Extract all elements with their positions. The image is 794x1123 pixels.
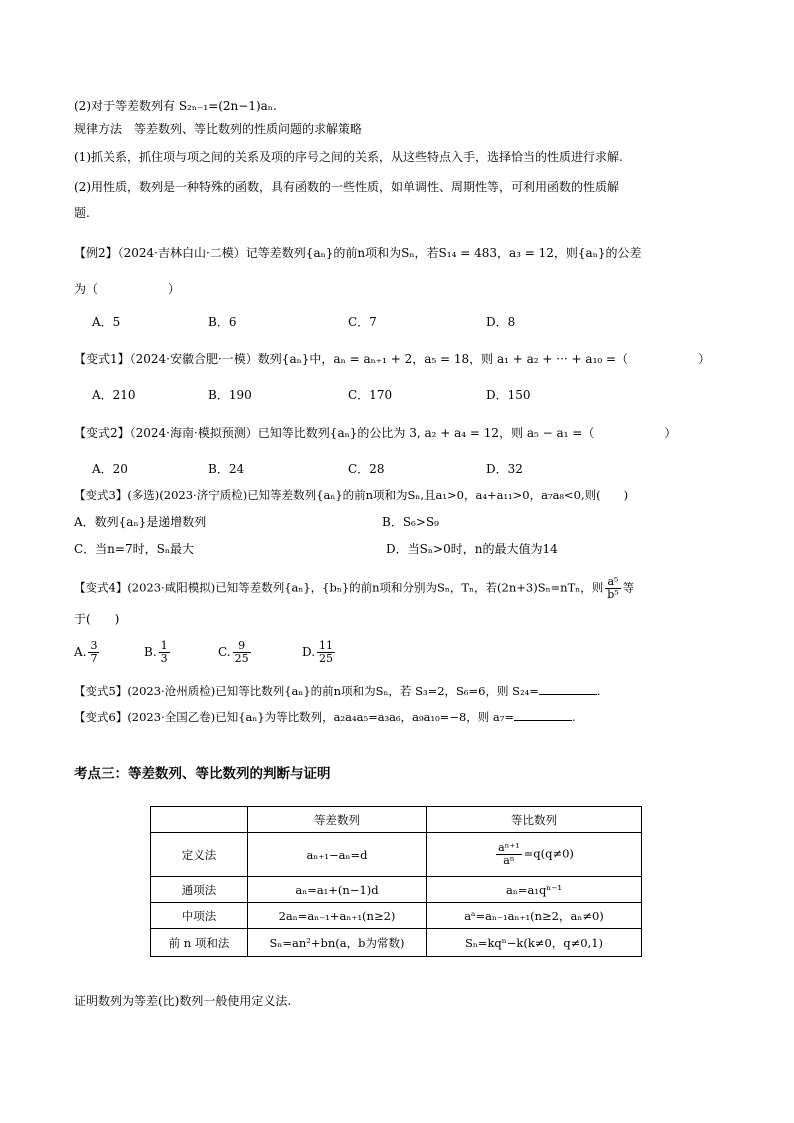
- example-2-question: 【例2】（2024·吉林白山·二模）记等差数列{aₙ}的前n项和为Sₙ，若S₁₄ = 483，a₃ = 12，则{aₙ}的公差: [74, 246, 642, 260]
- variant-6-text: 【变式6】(2023·全国乙卷)已知{aₙ}为等比数列，a₂a₄a₅=a₃a₆，a₉a₁₀=−8，则 a₇=: [74, 710, 515, 724]
- table-header-cell: 等比数列: [427, 807, 642, 833]
- geo-cell: aᵃ=aₙ₋₁aₙ₊₁(n≥2，aₙ≠0): [427, 903, 642, 929]
- option-a: A．210: [92, 388, 136, 402]
- section-title: 考点三：等差数列、等比数列的判断与证明: [74, 766, 331, 782]
- close-paren: ）: [664, 426, 677, 440]
- option-label: C.: [218, 645, 231, 659]
- variant-1-question: [74, 350, 754, 368]
- table-row: [151, 877, 642, 903]
- fraction-numerator: a⁵: [605, 576, 620, 589]
- fraction-denominator: 25: [234, 652, 249, 665]
- option-b: [144, 640, 172, 665]
- row-label: 中项法: [151, 903, 248, 929]
- variant-5-text: 【变式5】(2023·沧州质检)已知等比数列{aₙ}的前n项和为Sₙ，若 S₃=2，S₆=6，则 S₂₄=: [74, 684, 539, 698]
- variant-4-question-cont: 于( ): [74, 612, 120, 626]
- fraction-denominator: aⁿ: [503, 854, 515, 867]
- geo-tail: =q(q≠0): [523, 846, 574, 861]
- variant-2-text: 【变式2】（2024·海南·模拟预测）已知等比数列{aₙ}的公比为 3, a₂ + a₄ = 12，则 a₅ − a₁ =（: [74, 426, 595, 440]
- fraction-denominator: b⁵: [607, 588, 619, 601]
- option-a: A．5: [92, 315, 121, 329]
- fraction-numerator: 11: [319, 639, 334, 652]
- period: .: [596, 684, 601, 698]
- fraction-numerator: 1: [160, 639, 168, 652]
- text-line: 题.: [74, 206, 90, 220]
- fraction-denominator: 25: [319, 652, 334, 665]
- text-line: (2)对于等差数列有 S₂ₙ₋₁=(2n−1)aₙ.: [74, 99, 277, 113]
- variant-3-question: 【变式3】(多选)(2023·济宁质检)已知等差数列{aₙ}的前n项和为Sₙ,且a₁>0，a₄+a₁₁>0，a₇a₈<0,则( ): [74, 488, 629, 502]
- table-header-cell: 等差数列: [248, 807, 427, 833]
- variant-5-question: [74, 682, 754, 700]
- option-d: D．8: [486, 315, 516, 329]
- arith-cell: 2aₙ=aₙ₋₁+aₙ₊₁(n≥2): [248, 903, 427, 929]
- row-label: 定义法: [151, 833, 248, 877]
- comparison-table: [150, 806, 642, 957]
- option-d: D．32: [486, 462, 523, 476]
- fraction: [159, 640, 170, 665]
- option-b: B．190: [208, 388, 252, 402]
- arith-cell: aₙ₊₁−aₙ=d: [248, 833, 427, 877]
- variant-1-text: 【变式1】（2024·安徽合肥·一模）数列{aₙ}中，aₙ = aₙ₊₁ + 2，a₅ = 18，则 a₁ + a₂ + ··· + a₁₀ =（: [74, 352, 629, 366]
- answer-blank[interactable]: [514, 708, 572, 721]
- variant-4-tail: 等: [622, 580, 635, 595]
- option-a: A．数列{aₙ}是递增数列: [74, 515, 207, 529]
- period: .: [572, 710, 576, 724]
- option-d: D．150: [486, 388, 531, 402]
- table-row: [151, 833, 642, 877]
- variant-6-question: [74, 708, 754, 726]
- example-2-question-cont: [74, 280, 754, 298]
- option-d: D．当Sₙ>0时，n的最大值为14: [386, 542, 558, 556]
- geo-cell: aₙ=a₁qⁿ⁻¹: [427, 877, 642, 903]
- option-b: B．S₆>S₉: [382, 515, 439, 529]
- fraction: [496, 842, 522, 867]
- table-row: [151, 903, 642, 929]
- arith-cell: Sₙ=an²+bn(a，b为常数): [248, 929, 427, 957]
- option-c: C．28: [348, 462, 385, 476]
- geo-cell: [427, 833, 642, 877]
- fraction-denominator: 3: [160, 652, 168, 665]
- option-label: A.: [74, 645, 87, 659]
- variant-4-question: [74, 576, 754, 601]
- text-line: (2)用性质，数列是一种特殊的函数，具有函数的一些性质，如单调性、周期性等，可利用函数的性质解: [74, 180, 620, 194]
- fraction: [317, 640, 335, 665]
- variant-4-text: 【变式4】(2023·咸阳模拟)已知等差数列{aₙ}，{bₙ}的前n项和分别为Sₙ，Tₙ，若(2n+3)Sₙ=nTₙ，则: [74, 580, 604, 595]
- answer-blank[interactable]: [539, 682, 597, 695]
- open-paren: 为（: [74, 282, 99, 296]
- fraction-numerator: 3: [90, 639, 98, 652]
- option-c: C．170: [348, 388, 393, 402]
- option-c: C．当n=7时，Sₙ最大: [74, 542, 195, 556]
- fraction: [88, 640, 99, 665]
- option-label: D.: [302, 645, 316, 659]
- variant-2-question: [74, 424, 754, 442]
- option-c: [218, 640, 253, 665]
- close-paren: ）: [168, 282, 181, 296]
- fraction-numerator: 9: [233, 640, 251, 653]
- row-label: 前 n 项和法: [151, 929, 248, 957]
- row-label: 通项法: [151, 877, 248, 903]
- table-row: [151, 929, 642, 957]
- option-b: B．24: [208, 462, 245, 476]
- table-header-row: [151, 807, 642, 833]
- option-b: B．6: [208, 315, 237, 329]
- geo-cell: Sₙ=kqⁿ−k(k≠0，q≠0,1): [427, 929, 642, 957]
- fraction-denominator: 7: [90, 652, 98, 665]
- fraction: [233, 640, 251, 665]
- table-header-cell: [151, 807, 248, 833]
- option-c: C．7: [348, 315, 377, 329]
- text-line: (1)抓关系，抓住项与项之间的关系及项的序号之间的关系，从这些特点入手，选择恰当的性质进行求解.: [74, 150, 623, 164]
- option-label: B.: [144, 645, 157, 659]
- option-a: [74, 640, 101, 665]
- fraction: [605, 576, 620, 601]
- close-paren: ）: [698, 352, 711, 366]
- arith-cell: aₙ=a₁+(n−1)d: [248, 877, 427, 903]
- option-a: A．20: [92, 462, 128, 476]
- option-d: [302, 640, 337, 665]
- text-line: 规律方法 等差数列、等比数列的性质问题的求解策略: [74, 122, 363, 136]
- footer-text: 证明数列为等差(比)数列一般使用定义法.: [74, 994, 292, 1008]
- fraction-numerator: aⁿ⁺¹: [498, 841, 520, 854]
